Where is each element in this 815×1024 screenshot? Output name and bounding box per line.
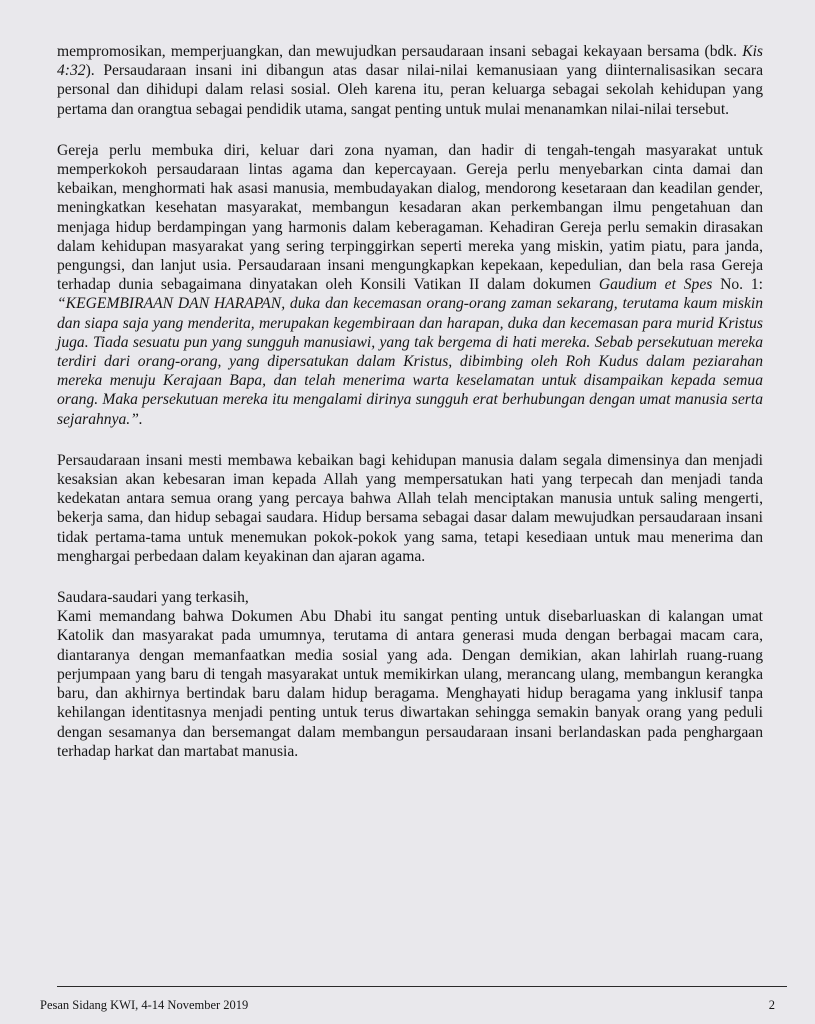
- paragraph-1-text-b: ). Persaudaraan insani ini dibangun atas dasar nilai-nilai kemanusiaan yang diinternalisasikan secara personal dan dihidupi dalam relasi sosial. Oleh karena itu, peran keluarga sebagai sekolah kehidupan yang pertama dan orangtua sebagai pendidik utama, sangat penting untuk mulai menanamkan nilai-nilai tersebut.: [57, 62, 763, 118]
- paragraph-4: Kami memandang bahwa Dokumen Abu Dhabi itu sangat penting untuk disebarluaskan di kalangan umat Katolik dan masyarakat pada umumnya, terutama di antara generasi muda dengan berbagai macam cara, diantaranya dengan memanfaatkan media sosial yang ada. Dengan demikian, akan lahirlah ruang-ruang perjumpaan yang baru di tengah masyarakat untuk memikirkan ulang, merancang ulang, membangun kerangka baru, dan akhirnya bertindak baru dalam hidup beragama. Menghayati hidup beragama yang inklusif tanpa kehilangan identitasnya menjadi penting untuk terus diwartakan sehingga semakin banyak orang yang peduli dengan sesamanya dan bersemangat dalam membangun persaudaraan insani berlandaskan pada penghargaan terhadap harkat dan martabat manusia.: [57, 608, 763, 760]
- paragraph-2-text-b: No. 1:: [712, 276, 763, 294]
- paragraph-1-text-a: mempromosikan, memperjuangkan, dan mewujudkan persaudaraan insani sebagai kekayaan bersama (bdk.: [57, 43, 743, 60]
- document-title: Gaudium et Spes: [598, 276, 713, 294]
- paragraph-spacer: [57, 566, 763, 588]
- paragraph-1: [57, 42, 763, 119]
- paragraph-2: [57, 141, 763, 429]
- page-number: 2: [768, 998, 775, 1012]
- footer-divider: [57, 986, 787, 987]
- scripture-reference: Kis 4:32: [57, 43, 763, 80]
- paragraph-spacer: [57, 119, 763, 141]
- salutation: Saudara-saudari yang terkasih,: [57, 589, 249, 607]
- gaudium-et-spes-quote: “KEGEMBIRAAN DAN HARAPAN, duka dan kecemasan orang-orang zaman sekarang, terutama kaum miskin dan siapa saja yang menderita, merupakan kegembiraan dan harapan, duka dan kecemasan para murid Kristus juga. Tiada sesuatu pun yang sungguh manusiawi, yang tak bergema di hati mereka. Sebab persekutuan mereka terdiri dari orang-orang, yang dipersatukan dalam Kristus, dibimbing oleh Roh Kudus dalam peziarahan mereka menuju Kerajaan Bapa, dan telah menerima warta keselamatan untuk disampaikan kepada semua orang. Maka persekutuan mereka itu mengalami dirinya sungguh erat berhubungan dengan umat manusia serta sejarahnya.”.: [57, 295, 763, 428]
- paragraph-spacer: [57, 429, 763, 451]
- footer-source: Pesan Sidang KWI, 4-14 November 2019: [40, 998, 249, 1012]
- paragraph-2-text-a: Gereja perlu membuka diri, keluar dari zona nyaman, dan hadir di tengah-tengah masyarakat untuk memperkokoh persaudaraan lintas agama dan kepercayaan. Gereja perlu menyebarkan cinta damai dan kebaikan, menghormati hak asasi manusia, membudayakan dialog, mendorong kesetaraan dan keadilan gender, meningkatkan kesehatan masyarakat, membangun kesadaran akan perkembangan ilmu pengetahuan dan menjaga hidup berdampingan yang harmonis dalam keberagaman. Kehadiran Gereja perlu semakin dirasakan dalam kehidupan masyarakat yang sering terpinggirkan seperti mereka yang miskin, yatim piatu, para janda, pengungsi, dan lanjut usia. Persaudaraan insani mengungkapkan kepekaan, kepedulian, dan bela rasa Gereja terhadap dunia sebagaimana dinyatakan oleh Konsili Vatikan II dalam dokumen: [57, 141, 763, 294]
- paragraph-3: Persaudaraan insani mesti membawa kebaikan bagi kehidupan manusia dalam segala dimensinya dan menjadi kesaksian akan kebesaran iman kepada Allah yang mempersatukan hati yang terpecah dan menjadi tanda kedekatan antara semua orang yang percaya bahwa Allah telah menciptakan manusia untuk saling mengerti, bekerja sama, dan hidup sebagai saudara. Hidup bersama sebagai dasar dalam mewujudkan persaudaraan insani tidak pertama-tama untuk menemukan pokok-pokok yang sama, tetapi kesediaan untuk mau menerima dan menghargai perbedaan dalam keyakinan dan ajaran agama.: [57, 451, 763, 565]
- document-body: [57, 42, 763, 761]
